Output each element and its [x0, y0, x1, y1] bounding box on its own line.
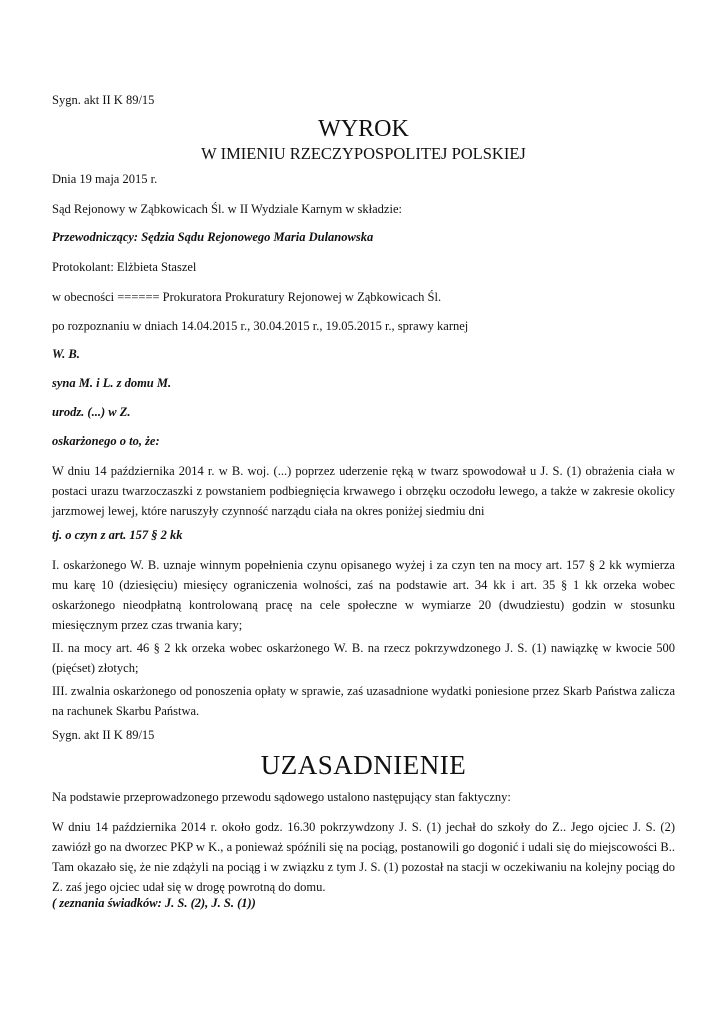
judgment-date: Dnia 19 maja 2015 r. — [52, 172, 158, 186]
presiding-judge: Przewodniczący: Sędzia Sądu Rejonowego Maria Dulanowska — [52, 230, 374, 244]
justification-intro: Na podstawie przeprowadzonego przewodu sądowego ustalono następujący stan faktyczny: — [52, 790, 511, 804]
verdict-point-3: III. zwalnia oskarżonego od ponoszenia opłaty w sprawie, zaś uzasadnione wydatki poniesione przez Skarb Państwa zalicza na rachunek Skarbu Państwa. — [52, 684, 675, 718]
justification-title: UZASADNIENIE — [260, 750, 467, 780]
defendant-birth: urodz. (...) w Z. — [52, 405, 131, 419]
case-number-second: Sygn. akt II K 89/15 — [52, 728, 155, 742]
defendant-parents: syna M. i L. z domu M. — [52, 376, 172, 390]
court-composition: Sąd Rejonowy w Ząbkowicach Śl. w II Wydziale Karnym w składzie: — [52, 202, 402, 216]
case-number: Sygn. akt II K 89/15 — [52, 93, 155, 107]
verdict-point-2: II. na mocy art. 46 § 2 kk orzeka wobec oskarżonego W. B. na rzecz pokrzywdzonego J. S. (1) nawiązkę w kwocie 500 (pięćset) złotych; — [52, 641, 675, 675]
document-subtitle: W IMIENIU RZECZYPOSPOLITEJ POLSKIEJ — [201, 144, 526, 163]
legal-qualification: tj. o czyn z art. 157 § 2 kk — [52, 528, 183, 542]
hearing-dates: po rozpoznaniu w dniach 14.04.2015 r., 30.04.2015 r., 19.05.2015 r., sprawy karnej — [52, 319, 469, 333]
facts-paragraph: W dniu 14 października 2014 r. około godz. 16.30 pokrzywdzony J. S. (1) jechał do szkoły do Z.. Jego ojciec J. S. (2) zawiózł go na dworzec PKP w K., a ponieważ spóźnili się na pociąg, postanowili go dogonić i udali się do miejscowości B.. Tam okazało się, że nie zdążyli na pociąg i w związku z tym J. S. (1) pozostał na stacji w oczekiwaniu na kolejny pociąg do Z. zaś jego ojciec udał się w drogę powrotną do domu. — [52, 820, 675, 894]
defendant-name: W. B. — [52, 347, 80, 361]
verdict-point-1: I. oskarżonego W. B. uznaje winnym popełnienia czynu opisanego wyżej i za czyn ten na mocy art. 157 § 2 kk wymierza mu karę 10 (dziesięciu) miesięcy ograniczenia wolności, zaś na podstawie art. 34 kk i art. 35 § 1 kk orzeka wobec oskarżonego nieodpłatną kontrolowaną pracę na cele społeczne w wymiarze 20 (dwudziestu) godzin w stosunku miesięcznym przez czas trwania kary; — [52, 558, 675, 632]
accusation-heading: oskarżonego o to, że: — [52, 434, 160, 448]
court-clerk: Protokolant: Elżbieta Staszel — [52, 260, 197, 274]
document-title: WYROK — [318, 116, 409, 142]
evidence-reference: ( zeznania świadków: J. S. (2), J. S. (1)) — [52, 896, 256, 910]
prosecutor-presence: w obecności ====== Prokuratora Prokuratury Rejonowej w Ząbkowicach Śl. — [52, 290, 442, 304]
charge-description: W dniu 14 października 2014 r. w B. woj. (...) poprzez uderzenie ręką w twarz spowodował u J. S. (1) obrażenia ciała w postaci urazu twarzoczaszki z powstaniem podbiegnięcia krwawego i obrzęku oczodołu lewego, a także w zakresie okolicy jarzmowej lewej, które naruszyły czynność narządu ciała na okres poniżej siedmiu dni — [52, 464, 675, 518]
